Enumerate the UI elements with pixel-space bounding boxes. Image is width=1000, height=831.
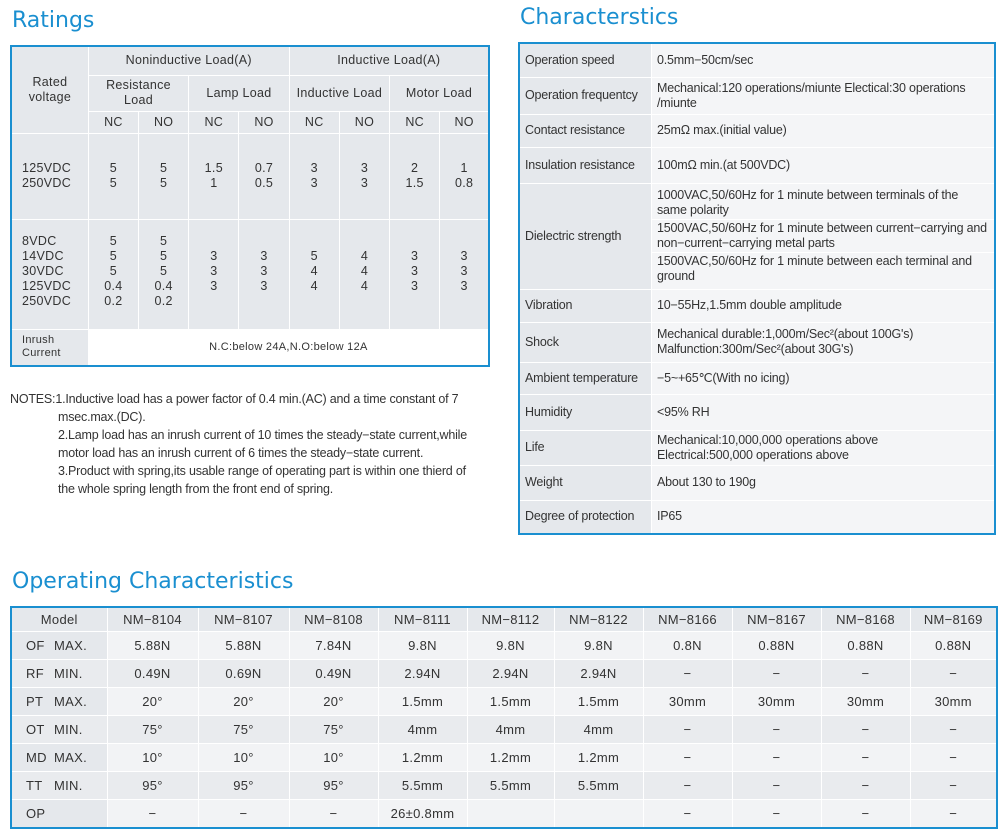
char-value: −5~+65℃(With no icing) [652,362,996,394]
char-row [519,77,995,114]
note-2-line-2: motor load has an inrush current of 6 times the steady−state current. [58,446,424,460]
no-header: NO [139,111,189,133]
char-row [519,114,995,147]
char-label: Ambient temperature [519,362,652,394]
param-name: OP [26,806,46,821]
nc-header: NC [88,111,138,133]
param-value: 0.49N [107,660,198,688]
char-label: Vibration [519,289,652,322]
dc-ind-no [339,219,389,329]
param-value: 75° [289,716,378,744]
dc-lamp-no [239,219,289,329]
lamp-load-header: Lamp Load [189,75,289,111]
list-value: 3 [460,248,468,263]
dielectric-line: 1500VAC,50/60Hz for 1 minute between each terminal and ground [657,254,972,283]
list-value: 5 [109,248,118,263]
char-value: About 130 to 190g [652,465,996,500]
dielectric-line: 1000VAC,50/60Hz for 1 minute between terminals of the same polarity [652,187,994,220]
no-header: NO [440,111,489,133]
list-value: 5 [159,233,168,248]
list-value: 8VDC [22,233,57,248]
list-value: 0.2 [104,293,123,308]
list-value: 4 [360,263,369,278]
param-value: − [107,800,198,829]
char-value: IP65 [652,500,996,534]
list-value: 5 [109,176,118,190]
model-header: Model [11,607,107,632]
param-limit: MIN. [54,778,83,793]
param-cell [11,800,107,829]
param-value: − [910,744,997,772]
param-value: 20° [289,688,378,716]
char-label: Dielectric strength [519,183,652,289]
param-value: 95° [198,772,289,800]
param-value: 5.5mm [378,772,467,800]
char-row [519,465,995,500]
param-value: 30mm [643,688,732,716]
param-value: 9.8N [554,632,643,660]
shock-line: Mechanical durable:1,000m/Sec²(about 100G's) [657,327,914,341]
model-name: NM−8122 [554,607,643,632]
char-value: Mechanical:120 operations/miunte Electical:30 operations /miunte [652,77,996,114]
list-value: 0.5 [254,176,274,190]
list-value: 0.4 [104,278,123,293]
param-cell [11,772,107,800]
char-value: 100mΩ min.(at 500VDC) [652,147,996,183]
list-value: 0.2 [154,293,173,308]
ac-res-nc [88,133,138,219]
param-value: 5.5mm [467,772,554,800]
char-label: Insulation resistance [519,147,652,183]
char-row [519,43,995,77]
param-name: MD [26,750,47,765]
note-2-line-1: 2.Lamp load has an inrush current of 10 times the steady−state current,while [58,428,467,442]
dc-mot-nc [390,219,440,329]
param-value: − [910,800,997,829]
list-value: 1.5 [405,176,424,190]
operating-row [11,716,997,744]
ac-lamp-no [239,133,289,219]
param-value: − [643,744,732,772]
param-value: 95° [289,772,378,800]
param-name: OF [26,638,45,653]
list-value: 30VDC [22,263,64,278]
char-label: Degree of protection [519,500,652,534]
list-value: 125VDC [22,278,72,293]
param-value [467,800,554,829]
operating-row [11,660,997,688]
list-value: 3 [260,263,268,278]
param-value: 0.49N [289,660,378,688]
param-value: 10° [198,744,289,772]
char-label: Life [519,430,652,465]
nc-header: NC [390,111,440,133]
char-row [519,430,995,465]
ac-res-no [139,133,189,219]
param-limit: MIN. [54,722,83,737]
list-value: 125VDC [22,161,72,175]
operating-row [11,744,997,772]
model-name: NM−8111 [378,607,467,632]
param-value: − [643,772,732,800]
dc-res-nc [88,219,138,329]
param-value: 1.5mm [554,688,643,716]
list-value: 3 [411,278,419,293]
char-value: 0.5mm−50cm/sec [652,43,996,77]
param-limit: MAX. [54,750,87,765]
param-value: 75° [107,716,198,744]
notes-block [10,390,495,498]
ac-lamp-nc [189,133,239,219]
list-value: 4 [360,278,369,293]
char-value: <95% RH [652,394,996,430]
ratings-ac-row [11,133,489,219]
param-name: PT [26,694,44,709]
param-value: − [821,660,910,688]
list-value: 5 [109,233,118,248]
param-value: 30mm [910,688,997,716]
dc-ind-nc [289,219,339,329]
char-label: Operation speed [519,43,652,77]
shock-line: Malfunction:300m/Sec²(about 30G's) [657,342,854,356]
list-value: 1 [210,176,218,190]
ratings-dc-row [11,219,489,329]
param-value: 26±0.8mm [378,800,467,829]
no-header: NO [339,111,389,133]
param-value: 0.88N [910,632,997,660]
list-value: 3 [360,176,369,190]
param-value: 95° [107,772,198,800]
param-value: 4mm [378,716,467,744]
list-value: 3 [260,278,268,293]
param-value: 2.94N [554,660,643,688]
operating-row [11,772,997,800]
param-value: 5.88N [198,632,289,660]
list-value: 0.7 [254,161,274,175]
note-3-line-2: the whole spring length from the front end of spring. [58,482,333,496]
life-line: Electrical:500,000 operations above [657,447,849,462]
char-row [519,183,995,289]
param-value: − [910,660,997,688]
char-value: 10−55Hz,1.5mm double amplitude [652,289,996,322]
model-name: NM−8169 [910,607,997,632]
list-value: 250VDC [22,176,72,190]
param-value: 9.8N [467,632,554,660]
param-value: 9.8N [378,632,467,660]
list-value: 2 [411,161,419,175]
list-value: 5 [109,263,118,278]
model-name: NM−8166 [643,607,732,632]
rated-voltage-header: Rated voltage [11,46,88,133]
ac-mot-nc [390,133,440,219]
char-row [519,322,995,362]
dielectric-line: 1500VAC,50/60Hz for 1 minute between current−carrying and non−current−carrying metal parts [652,220,994,253]
operating-row [11,632,997,660]
param-value: 10° [289,744,378,772]
list-value: 5 [159,248,168,263]
param-value [554,800,643,829]
no-header: NO [239,111,289,133]
param-value: − [643,800,732,829]
ac-mot-no [440,133,489,219]
model-name: NM−8107 [198,607,289,632]
param-value: − [910,716,997,744]
param-limit: MAX. [54,694,87,709]
char-label: Contact resistance [519,114,652,147]
model-name: NM−8167 [732,607,821,632]
param-value: 0.88N [821,632,910,660]
param-value: 30mm [732,688,821,716]
char-row [519,362,995,394]
param-value: 2.94N [467,660,554,688]
list-value: 1.5 [204,161,223,175]
list-value: 3 [460,278,468,293]
ac-voltages [11,133,88,219]
param-value: 2.94N [378,660,467,688]
param-value: − [643,660,732,688]
model-name: NM−8104 [107,607,198,632]
param-name: OT [26,722,45,737]
param-cell [11,716,107,744]
list-value: 3 [210,263,218,278]
param-value: 7.84N [289,632,378,660]
list-value: 14VDC [22,248,64,263]
list-value: 3 [460,263,468,278]
param-value: 0.8N [643,632,732,660]
param-name: TT [26,778,43,793]
inrush-value: N.C:below 24A,N.O:below 12A [88,329,489,366]
param-value: 1.5mm [467,688,554,716]
motor-load-header: Motor Load [390,75,489,111]
list-value: 3 [310,161,318,175]
param-value: − [732,772,821,800]
note-1-line-2: msec.max.(DC). [58,410,146,424]
list-value: 4 [310,278,318,293]
char-label: Shock [519,322,652,362]
characteristics-title: Characterstics [520,5,679,30]
ratings-table [10,45,490,367]
param-value: 1.2mm [378,744,467,772]
list-value: 4 [360,248,369,263]
list-value: 3 [411,248,419,263]
list-value: 3 [210,278,218,293]
nc-header: NC [289,111,339,133]
list-value: 3 [310,176,318,190]
note-3-line-1: 3.Product with spring,its usable range of operating part is within one thierd of [58,464,466,478]
param-value: 5.5mm [554,772,643,800]
char-value: 25mΩ max.(initial value) [652,114,996,147]
list-value: 4 [310,263,318,278]
param-value: − [821,772,910,800]
model-name: NM−8108 [289,607,378,632]
list-value: 5 [159,161,168,175]
ratings-title: Ratings [12,8,95,33]
param-value: 4mm [554,716,643,744]
param-value: 1.5mm [378,688,467,716]
param-value: − [821,744,910,772]
note-1-line-1: NOTES:1.Inductive load has a power factor of 0.4 min.(AC) and a time constant of 7 [10,392,459,406]
life-line: Mechanical:10,000,000 operations above [657,432,879,447]
inductive-load-header: Inductive Load [289,75,389,111]
list-value: 5 [310,248,318,263]
list-value: 1 [460,161,468,175]
operating-header-row [11,607,997,632]
operating-row [11,688,997,716]
list-value: 3 [411,263,419,278]
inductive-group-header: Inductive Load(A) [289,46,489,75]
param-value: − [732,744,821,772]
param-value: 5.88N [107,632,198,660]
param-value: 20° [107,688,198,716]
list-value: 250VDC [22,293,72,308]
dielectric-values [652,183,996,289]
param-value: − [732,800,821,829]
param-limit: MAX. [54,638,87,653]
dc-lamp-nc [189,219,239,329]
list-value: 3 [210,248,218,263]
life-values [652,430,996,465]
char-row [519,394,995,430]
param-value: 10° [107,744,198,772]
param-value: 1.2mm [554,744,643,772]
resistance-load-header: Resistance Load [88,75,188,111]
operating-title: Operating Characteristics [12,569,294,594]
operating-row [11,800,997,829]
param-value: 20° [198,688,289,716]
dc-res-no [139,219,189,329]
model-name: NM−8112 [467,607,554,632]
char-row [519,147,995,183]
nc-header: NC [189,111,239,133]
inrush-label: Inrush Current [11,329,88,366]
param-cell [11,744,107,772]
ac-ind-nc [289,133,339,219]
param-cell [11,632,107,660]
param-cell [11,688,107,716]
noninductive-header: Noninductive Load(A) [88,46,289,75]
list-value: 0.4 [154,278,173,293]
param-value: 1.2mm [467,744,554,772]
dc-mot-no [440,219,489,329]
param-name: RF [26,666,44,681]
list-value: 5 [159,176,168,190]
char-label: Weight [519,465,652,500]
list-value: 3 [260,248,268,263]
char-label: Operation frequentcy [519,77,652,114]
model-name: NM−8168 [821,607,910,632]
list-value: 0.8 [454,176,474,190]
list-value: 3 [360,161,369,175]
param-value: − [732,660,821,688]
dc-voltages [11,219,88,329]
param-value: − [289,800,378,829]
param-value: − [732,716,821,744]
param-value: − [198,800,289,829]
char-row [519,289,995,322]
ac-ind-no [339,133,389,219]
char-label: Humidity [519,394,652,430]
operating-table [10,606,998,829]
param-value: 0.88N [732,632,821,660]
param-value: − [821,716,910,744]
param-value: 75° [198,716,289,744]
param-value: 4mm [467,716,554,744]
param-value: − [821,800,910,829]
param-limit: MIN. [54,666,83,681]
param-cell [11,660,107,688]
param-value: 30mm [821,688,910,716]
param-value: − [910,772,997,800]
characteristics-table [518,42,996,535]
list-value: 5 [159,263,168,278]
list-value: 5 [109,161,118,175]
char-row [519,500,995,534]
param-value: − [643,716,732,744]
shock-values [652,322,996,362]
param-value: 0.69N [198,660,289,688]
